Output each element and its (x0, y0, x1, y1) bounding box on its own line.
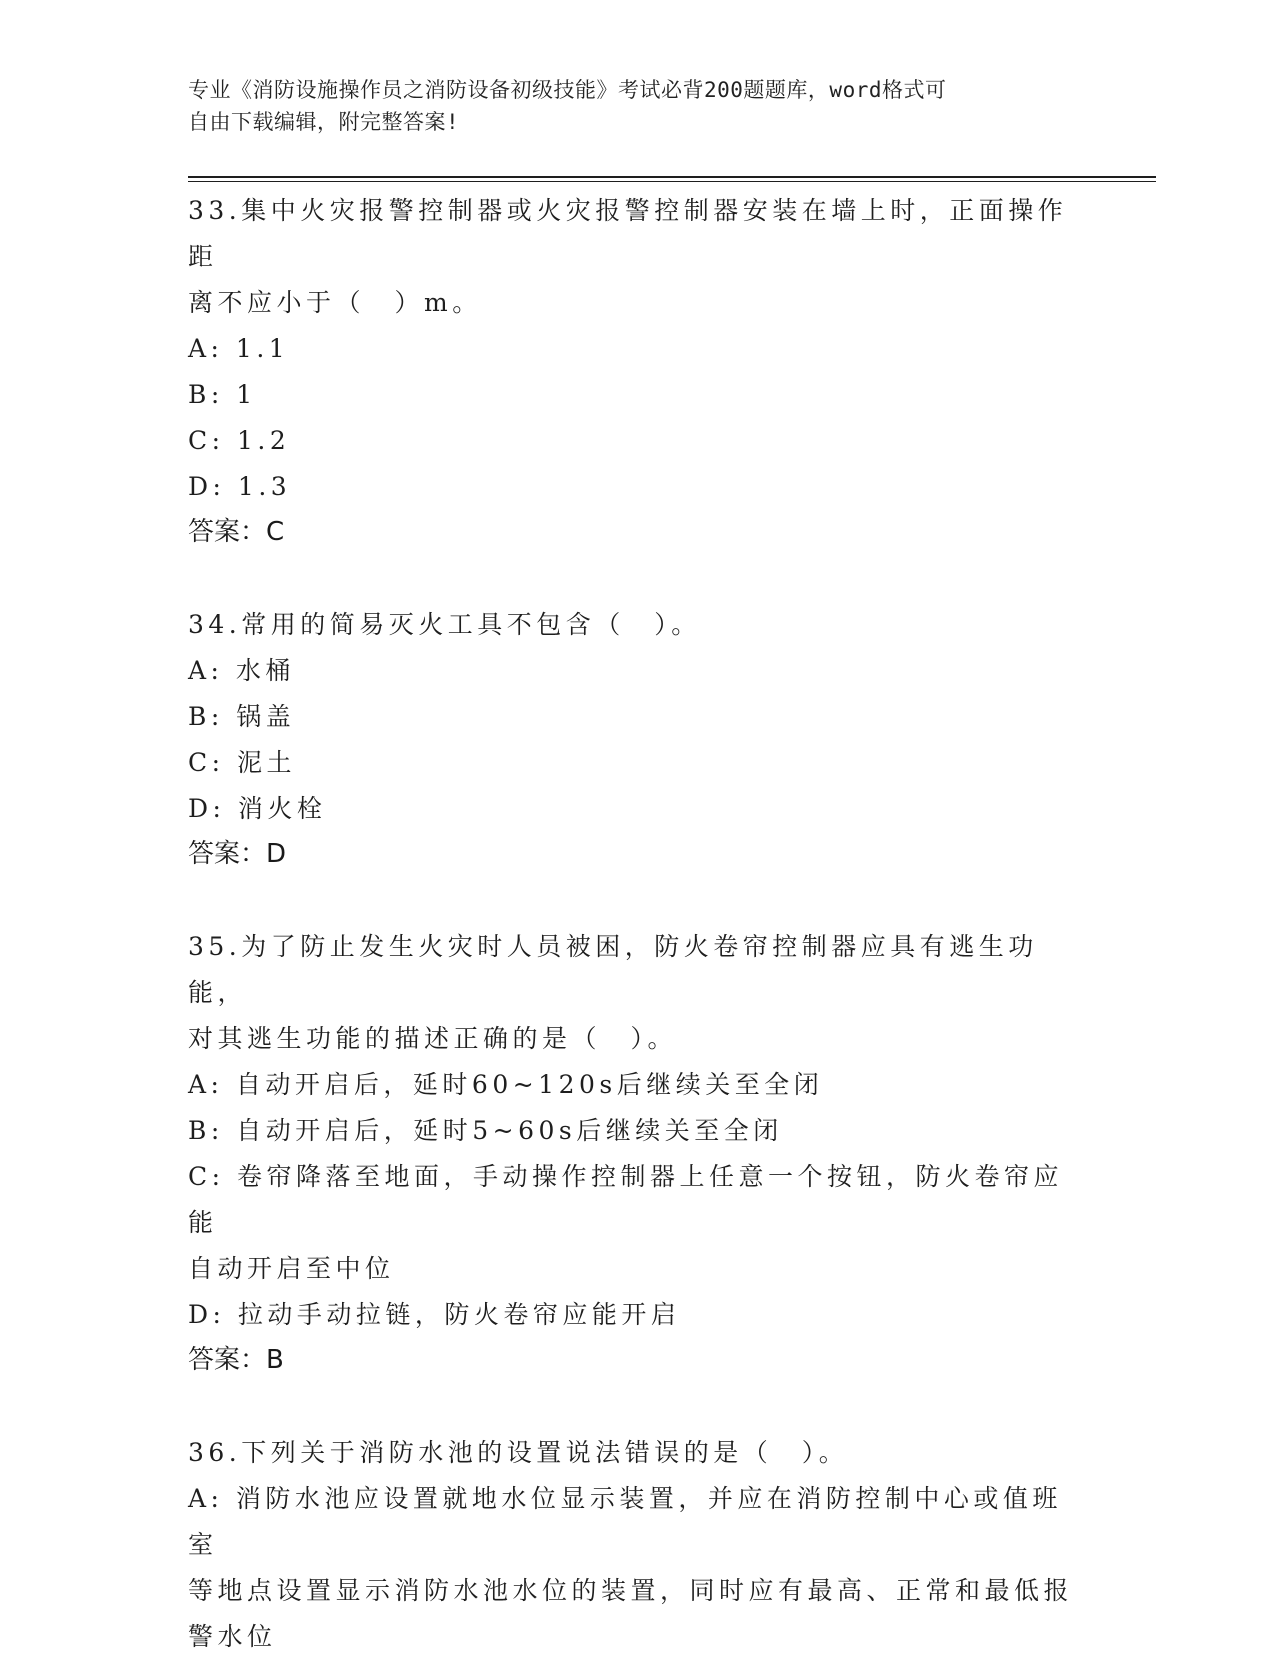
answer-value: C (266, 517, 285, 547)
option-a: A: 水桶 (188, 656, 295, 685)
option-c-continued: 自动开启至中位 (188, 1254, 395, 1283)
question-text-line: 36.下列关于消防水池的设置说法错误的是（ ）。 (188, 1438, 849, 1467)
option-b: B: 自动开启后，延时5~60s后继续关至全闭 (188, 1116, 783, 1145)
question-34 (188, 602, 1088, 876)
header-line-1: 专业《消防设施操作员之消防设备初级技能》考试必背200题题库，word格式可 (188, 78, 947, 102)
option-a: A: 自动开启后，延时60~120s后继续关至全闭 (188, 1070, 824, 1099)
question-36 (188, 1430, 1088, 1660)
option-b: B: 1 (188, 380, 257, 409)
question-text-line: 34.常用的简易灭火工具不包含（ ）。 (188, 610, 701, 639)
option-c: C: 1.2 (188, 426, 291, 455)
question-text-line: 33.集中火灾报警控制器或火灾报警控制器安装在墙上时，正面操作距 (188, 196, 1068, 271)
question-text-line: 对其逃生功能的描述正确的是（ ）。 (188, 1024, 678, 1053)
question-text-line: 35.为了防止发生火灾时人员被困，防火卷帘控制器应具有逃生功能， (188, 932, 1038, 1007)
answer-line (188, 510, 1088, 554)
option-d: D: 1.3 (188, 472, 292, 501)
option-d: D: 消火栓 (188, 794, 327, 823)
question-text-line: 离不应小于（ ）m。 (188, 288, 482, 317)
question-35 (188, 924, 1088, 1382)
header-divider-thick (188, 176, 1156, 178)
document-header (188, 74, 1068, 138)
option-a: A: 1.1 (188, 334, 290, 363)
answer-label: 答案： (188, 517, 267, 547)
answer-line (188, 1338, 1088, 1382)
answer-line (188, 832, 1088, 876)
option-c: C: 泥土 (188, 748, 296, 777)
option-a-continued: 等地点设置显示消防水池水位的装置，同时应有最高、正常和最低报 (188, 1576, 1074, 1605)
option-d: D: 拉动手动拉链，防火卷帘应能开启 (188, 1300, 681, 1329)
header-divider-thin (188, 181, 1156, 182)
header-line-2: 自由下载编辑，附完整答案! (188, 110, 460, 134)
answer-value: B (266, 1345, 284, 1375)
answer-label: 答案： (188, 839, 267, 869)
question-list (188, 188, 1088, 1660)
question-spacer (188, 1382, 1088, 1430)
question-spacer (188, 554, 1088, 602)
option-b: B: 锅盖 (188, 702, 296, 731)
option-c: C: 卷帘降落至地面，手动操作控制器上任意一个按钮，防火卷帘应能 (188, 1162, 1064, 1237)
answer-value: D (266, 839, 287, 869)
option-a: A: 消防水池应设置就地水位显示装置，并应在消防控制中心或值班室 (188, 1484, 1062, 1559)
question-33 (188, 188, 1088, 554)
option-a-continued: 警水位 (188, 1622, 277, 1651)
answer-label: 答案： (188, 1345, 267, 1375)
question-spacer (188, 876, 1088, 924)
